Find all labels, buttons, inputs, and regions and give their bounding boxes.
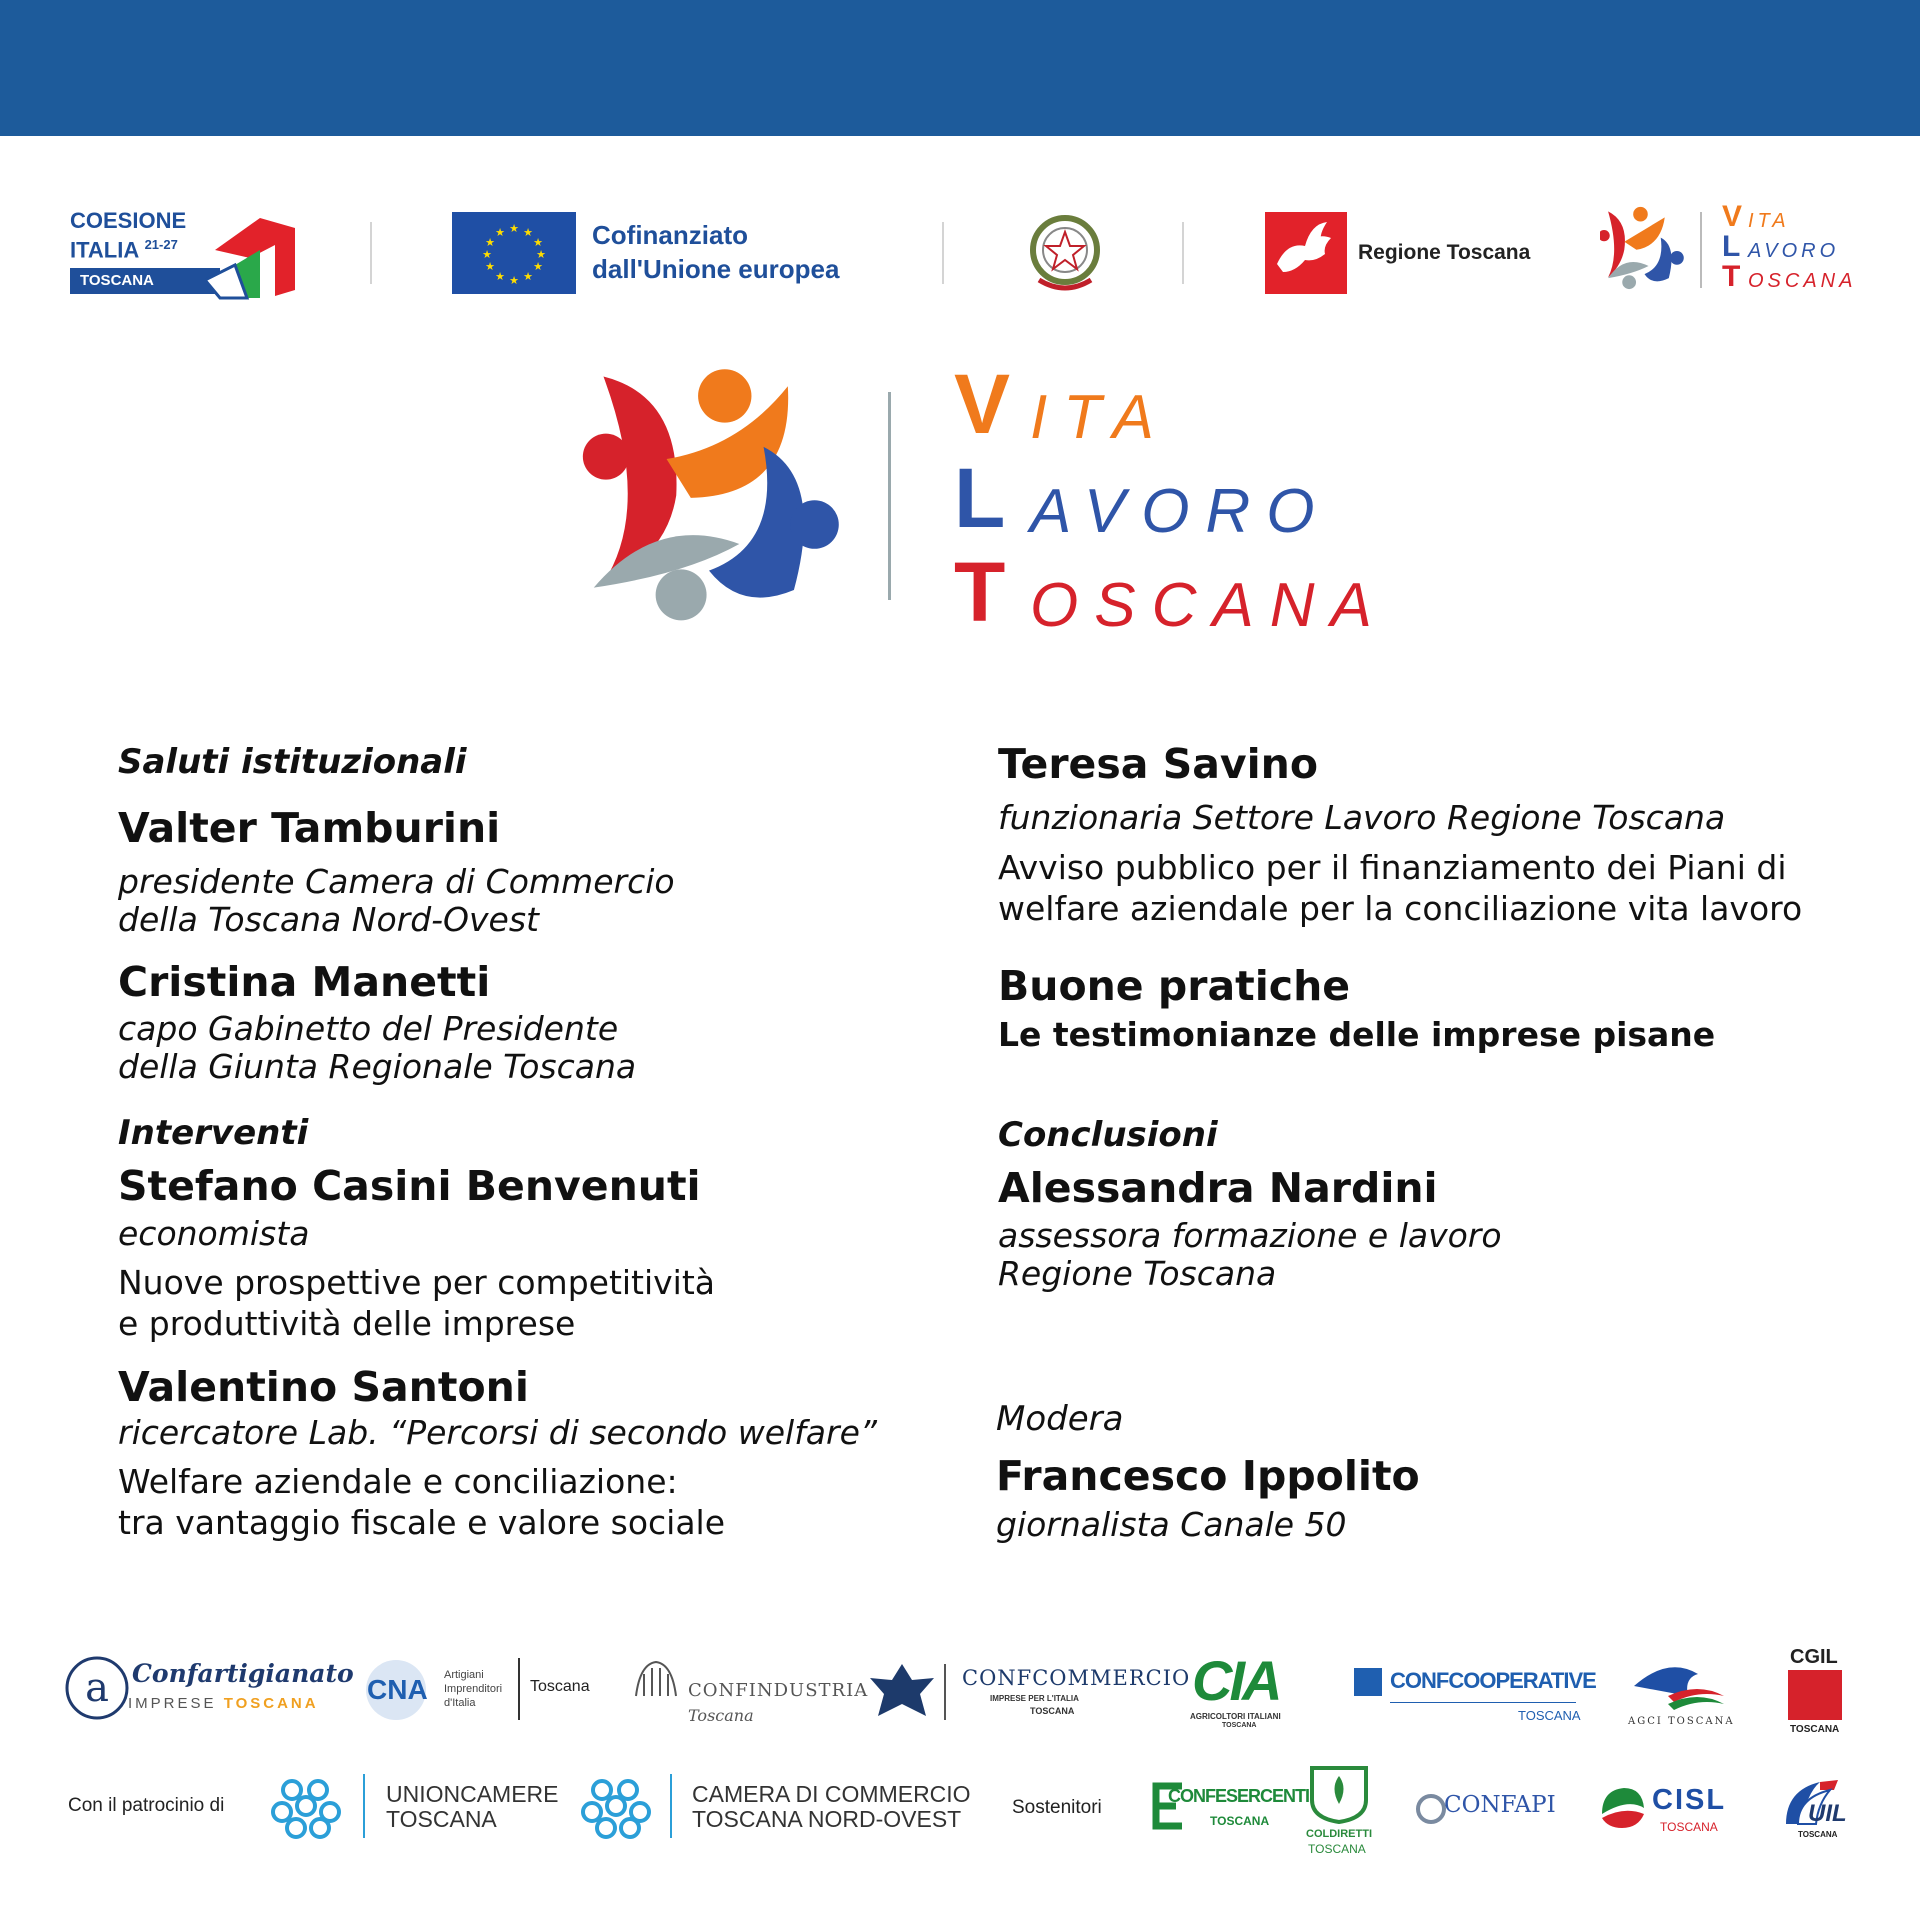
confesercenti-name: CONFESERCENTI	[1168, 1786, 1310, 1806]
confcooperative-square-icon	[1354, 1668, 1382, 1696]
confindustria-logo	[630, 1656, 869, 1728]
confindustria-icon	[630, 1656, 682, 1708]
speaker-role: presidente Camera di Commercio	[118, 862, 675, 901]
speaker-role: capo Gabinetto del Presidente	[118, 1009, 619, 1048]
confcommercio-sub: IMPRESE PER L'ITALIA	[990, 1694, 1079, 1703]
speaker-role: economista	[118, 1214, 310, 1253]
confartigianato-a-icon	[64, 1655, 130, 1721]
coldiretti-logo	[1304, 1764, 1374, 1858]
speaker-name: Teresa Savino	[998, 740, 1319, 788]
eu-text-line2: dall'Unione europea	[592, 254, 840, 284]
vlt-people-mark-icon	[578, 362, 840, 624]
speaker-role: della Giunta Regionale Toscana	[118, 1047, 637, 1086]
speaker-name: Cristina Manetti	[118, 958, 491, 1006]
cna-sub: Artigiani Imprenditori d'Italia	[444, 1669, 503, 1709]
eu-text	[592, 218, 892, 286]
brand-word-ita: ITA	[1030, 383, 1170, 452]
coldiretti-name: COLDIRETTI	[1306, 1828, 1372, 1840]
cia-sub: AGRICOLTORI ITALIANI	[1190, 1712, 1281, 1721]
speaker-role: assessora formazione e lavoro	[998, 1216, 1502, 1255]
cna-divider	[518, 1658, 520, 1720]
modera-heading: Modera	[996, 1399, 1124, 1439]
cgil-name: CGIL	[1790, 1646, 1838, 1668]
eu-flag-icon	[452, 212, 576, 294]
coesione-years: 21-27	[144, 237, 178, 252]
italian-republic-emblem-icon	[1025, 210, 1105, 296]
cna-logo	[364, 1654, 592, 1726]
confapi-logo	[1414, 1790, 1554, 1830]
small-brand-divider	[1700, 212, 1702, 288]
speaker-topic: Nuove prospettive per competitività	[118, 1263, 716, 1302]
confcommercio-logo	[866, 1660, 1191, 1730]
svg-text:★: ★	[523, 270, 533, 283]
svg-text:★: ★	[485, 236, 495, 249]
speaker-topic: Avviso pubblico per il finanziamento dei Piani di	[998, 848, 1787, 887]
patrocinio-label: Con il patrocinio di	[68, 1795, 225, 1816]
svg-text:★: ★	[485, 260, 495, 273]
confartigianato-name: Confartigianato	[132, 1659, 354, 1688]
camera-commercio-divider	[670, 1774, 672, 1838]
confcommercio-divider	[944, 1664, 946, 1720]
brand-divider	[888, 392, 891, 600]
coldiretti-region: TOSCANA	[1308, 1842, 1366, 1856]
speaker-name: Stefano Casini Benvenuti	[118, 1162, 701, 1210]
svg-text:a: a	[85, 1665, 109, 1711]
brand-word-avoro: AVORO	[1030, 477, 1331, 546]
brand-word-oscana: OSCANA	[1030, 571, 1388, 640]
buone-pratiche-subtitle: Le testimonianze delle imprese pisane	[998, 1015, 1716, 1054]
cgil-red-square-icon	[1788, 1670, 1842, 1720]
agci-logo	[1628, 1656, 1735, 1730]
agci-name: AGCI TOSCANA	[1628, 1716, 1735, 1727]
camera-line2: TOSCANA NORD-OVEST	[692, 1806, 962, 1832]
coldiretti-shield-icon	[1308, 1764, 1370, 1824]
coesione-arrow-icon	[205, 210, 360, 300]
cia-name: CIA	[1192, 1649, 1280, 1712]
coesione-region: TOSCANA	[70, 268, 220, 294]
confapi-icon	[1414, 1792, 1448, 1826]
cisl-name: CISL	[1652, 1784, 1727, 1816]
unioncamere-name	[386, 1782, 559, 1832]
svg-text:★: ★	[509, 274, 519, 287]
svg-text:★: ★	[536, 248, 546, 261]
svg-text:★: ★	[533, 236, 543, 249]
confindustria-name: CONFINDUSTRIA	[688, 1680, 869, 1701]
coesione-line2: ITALIA $^{21-27}$	[70, 237, 178, 263]
svg-text:★: ★	[495, 270, 505, 283]
svg-text:★: ★	[533, 260, 543, 273]
unioncamere-divider	[363, 1774, 365, 1838]
confcooperative-name: CONFCOOPERATIVE	[1390, 1668, 1596, 1693]
confesercenti-region: TOSCANA	[1210, 1814, 1270, 1828]
coesione-italia-logo	[70, 206, 290, 296]
small-brand-word2: AVORO	[1748, 240, 1840, 262]
speaker-role: della Toscana Nord-Ovest	[118, 900, 539, 939]
speaker-name: Valentino Santoni	[118, 1363, 529, 1411]
svg-text:★: ★	[523, 226, 533, 239]
confcommercio-region: TOSCANA	[1030, 1706, 1075, 1716]
speaker-role: Regione Toscana	[998, 1254, 1277, 1293]
confartigianato-sub: IMPRESE TOSCANA	[128, 1695, 319, 1712]
confesercenti-logo	[1146, 1780, 1310, 1836]
confcooperative-region: TOSCANA	[1518, 1708, 1581, 1723]
unioncamere-line1: UNIONCAMERE	[386, 1781, 559, 1807]
cisl-logo	[1598, 1784, 1734, 1840]
regione-toscana-label: Regione Toscana	[1358, 241, 1531, 264]
confindustria-region: Toscana	[688, 1706, 754, 1725]
confcooperative-logo	[1354, 1664, 1596, 1730]
coesione-line1: COESIONE	[70, 208, 187, 233]
saluti-heading: Saluti istituzionali	[118, 742, 467, 782]
cia-logo	[1188, 1648, 1300, 1734]
agci-swoosh-icon	[1628, 1656, 1728, 1712]
svg-text:★: ★	[482, 248, 492, 261]
cgil-region: TOSCANA	[1790, 1724, 1840, 1735]
small-brand-word3: OSCANA	[1748, 270, 1857, 292]
uil-logo	[1780, 1776, 1846, 1846]
speaker-topic: welfare aziendale per la conciliazione vita lavoro	[998, 889, 1803, 928]
unioncamere-knot-icon	[270, 1772, 342, 1840]
confcooperative-rule	[1390, 1702, 1576, 1703]
camera-commercio-name	[692, 1782, 971, 1832]
confcommercio-name: CONFCOMMERCIO	[962, 1666, 1191, 1690]
speaker-topic: e produttività delle imprese	[118, 1304, 576, 1343]
sostenitori-label: Sostenitori	[1012, 1797, 1102, 1818]
regione-toscana-flag-icon	[1265, 212, 1347, 294]
cgil-logo	[1784, 1646, 1846, 1736]
confapi-name: CONFAPI	[1444, 1792, 1556, 1818]
cisl-flag-icon	[1598, 1784, 1646, 1832]
svg-text:★: ★	[495, 226, 505, 239]
unioncamere-line2: TOSCANA	[386, 1806, 497, 1832]
confcommercio-eagle-icon	[866, 1660, 938, 1726]
interventi-heading: Interventi	[118, 1113, 309, 1153]
speaker-role: funzionaria Settore Lavoro Regione Toscana	[998, 798, 1726, 837]
speaker-topic: Welfare aziendale e conciliazione:	[118, 1462, 678, 1501]
uil-name: UIL	[1808, 1800, 1847, 1827]
speaker-name: Alessandra Nardini	[998, 1164, 1438, 1212]
speaker-name: Valter Tamburini	[118, 804, 501, 852]
eu-text-line1: Cofinanziato	[592, 220, 748, 250]
header-divider	[370, 222, 372, 284]
cna-region: Toscana	[530, 1678, 590, 1695]
vlt-small-mark-icon	[1600, 205, 1685, 293]
speaker-topic: tra vantaggio fiscale e valore sociale	[118, 1503, 726, 1542]
small-brand-word1: ITA	[1748, 210, 1790, 232]
moderator-name: Francesco Ippolito	[996, 1452, 1420, 1500]
svg-text:★: ★	[509, 222, 519, 235]
moderator-role: giornalista Canale 50	[996, 1505, 1347, 1544]
conclusioni-heading: Conclusioni	[998, 1115, 1218, 1155]
cia-region: TOSCANA	[1222, 1722, 1257, 1729]
uil-region: TOSCANA	[1798, 1830, 1838, 1839]
brand-initial-v: V	[954, 357, 1011, 451]
camera-line1: CAMERA DI COMMERCIO	[692, 1781, 971, 1807]
brand-initial-t: T	[954, 545, 1006, 639]
camera-commercio-knot-icon	[580, 1772, 652, 1840]
header-divider	[1182, 222, 1184, 284]
top-banner	[0, 0, 1920, 136]
buone-pratiche-heading: Buone pratiche	[998, 962, 1351, 1010]
cna-name: CNA	[367, 1674, 428, 1705]
speaker-role: ricercatore Lab. “Percorsi di secondo welfare”	[118, 1413, 877, 1452]
header-divider	[942, 222, 944, 284]
brand-initial-l: L	[954, 451, 1006, 545]
confartigianato-logo	[64, 1655, 354, 1721]
cisl-region: TOSCANA	[1660, 1820, 1718, 1834]
